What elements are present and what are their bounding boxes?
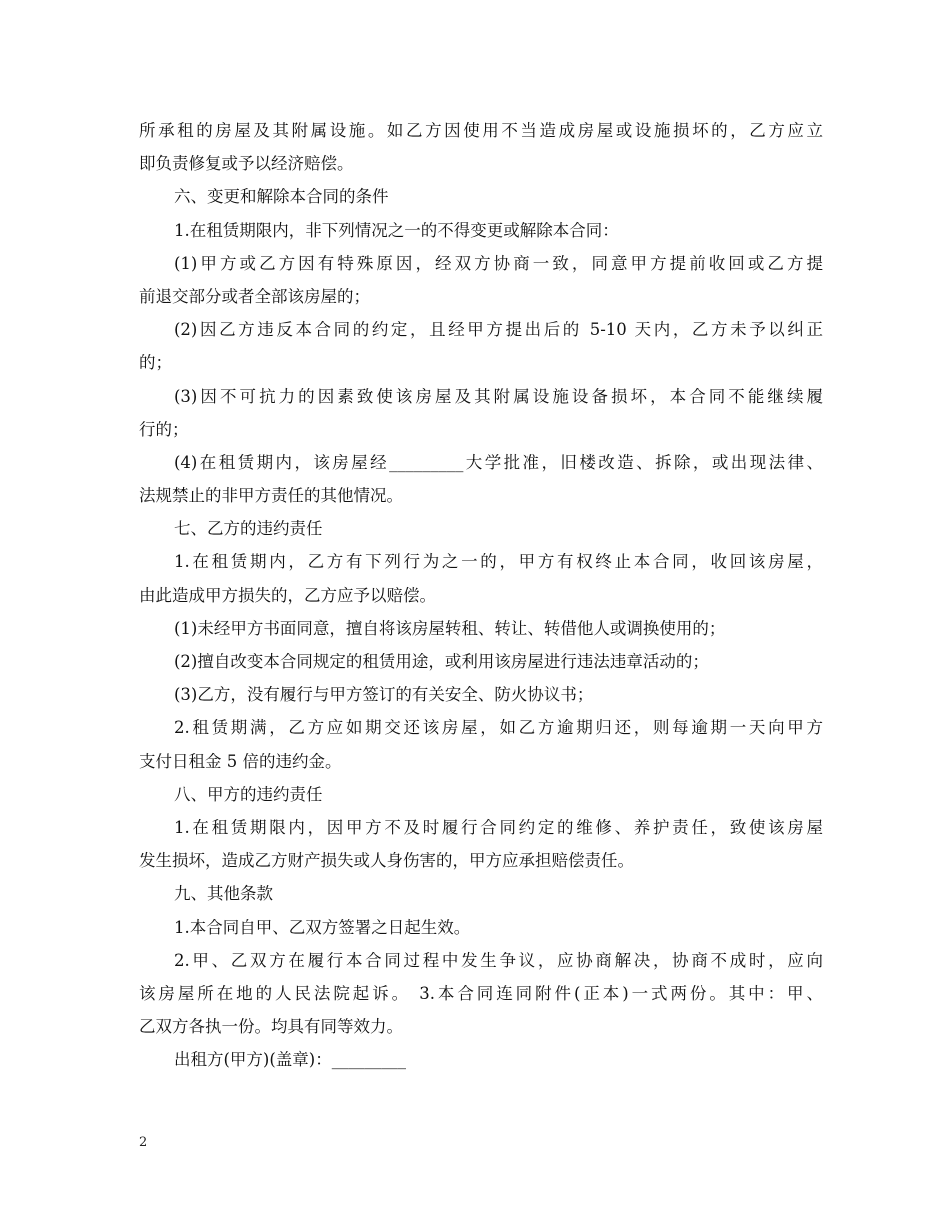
document-body bbox=[139, 114, 823, 1076]
text-line: 由此造成甲方损失的，乙方应予以赔偿。 bbox=[139, 585, 436, 605]
text-line: 法规禁止的非甲方责任的其他情况。 bbox=[139, 486, 403, 506]
text-line: 的； bbox=[139, 353, 172, 373]
text-line: 1.在租赁期限内，非下列情况之一的不得变更或解除本合同： bbox=[174, 220, 619, 240]
text-line: (4)在租赁期内，该房屋经_________大学批准，旧楼改造、拆除，或出现法律、 bbox=[174, 452, 823, 472]
text-line: 2.租赁期满，乙方应如期交还该房屋，如乙方逾期归还，则每逾期一天向甲方 bbox=[174, 718, 823, 738]
text-line: (1)未经甲方书面同意，擅自将该房屋转租、转让、转借他人或调换使用的； bbox=[174, 618, 726, 638]
text-line: 该房屋所在地的人民法院起诉。 3.本合同连同附件(正本)一式两份。其中：甲、 bbox=[139, 983, 823, 1003]
text-line: 七、乙方的违约责任 bbox=[174, 519, 323, 539]
text-line: (3)因不可抗力的因素致使该房屋及其附属设施设备损坏，本合同不能继续履 bbox=[174, 386, 823, 406]
text-line: 1.在租赁期内，乙方有下列行为之一的，甲方有权终止本合同，收回该房屋， bbox=[174, 552, 823, 572]
text-line: 支付日租金 5 倍的违约金。 bbox=[139, 751, 342, 771]
text-line: 前退交部分或者全部该房屋的； bbox=[139, 286, 370, 306]
text-line: (2)因乙方违反本合同的约定，且经甲方提出后的 5-10 天内，乙方未予以纠正 bbox=[174, 320, 823, 340]
text-line: 六、变更和解除本合同的条件 bbox=[174, 187, 389, 207]
text-line: (2)擅自改变本合同规定的租赁用途，或利用该房屋进行违法违章活动的； bbox=[174, 652, 709, 671]
text-line: 八、甲方的违约责任 bbox=[174, 784, 323, 804]
text-line: 所承租的房屋及其附属设施。如乙方因使用不当造成房屋或设施损坏的，乙方应立 bbox=[139, 121, 823, 140]
text-line: 即负责修复或予以经济赔偿。 bbox=[139, 154, 354, 174]
text-line: 2.甲、乙双方在履行本合同过程中发生争议，应协商解决，协商不成时，应向 bbox=[174, 950, 823, 970]
text-line: 1.在租赁期限内，因甲方不及时履行合同约定的维修、养护责任，致使该房屋 bbox=[174, 817, 823, 837]
text-line: (1)甲方或乙方因有特殊原因，经双方协商一致，同意甲方提前收回或乙方提 bbox=[174, 253, 823, 273]
text-line: 行的； bbox=[139, 419, 189, 439]
text-line: (3)乙方，没有履行与甲方签订的有关安全、防火协议书； bbox=[174, 685, 594, 705]
page-number: 2 bbox=[139, 1135, 148, 1150]
text-line: 1.本合同自甲、乙双方签署之日起生效。 bbox=[174, 917, 471, 937]
text-line: 九、其他条款 bbox=[174, 884, 273, 904]
text-line: 乙双方各执一份。均具有同等效力。 bbox=[139, 1017, 403, 1037]
text-line: 出租方(甲方)(盖章)：_________ bbox=[174, 1050, 406, 1070]
text-line: 发生损坏，造成乙方财产损失或人身伤害的，甲方应承担赔偿责任。 bbox=[139, 851, 634, 871]
